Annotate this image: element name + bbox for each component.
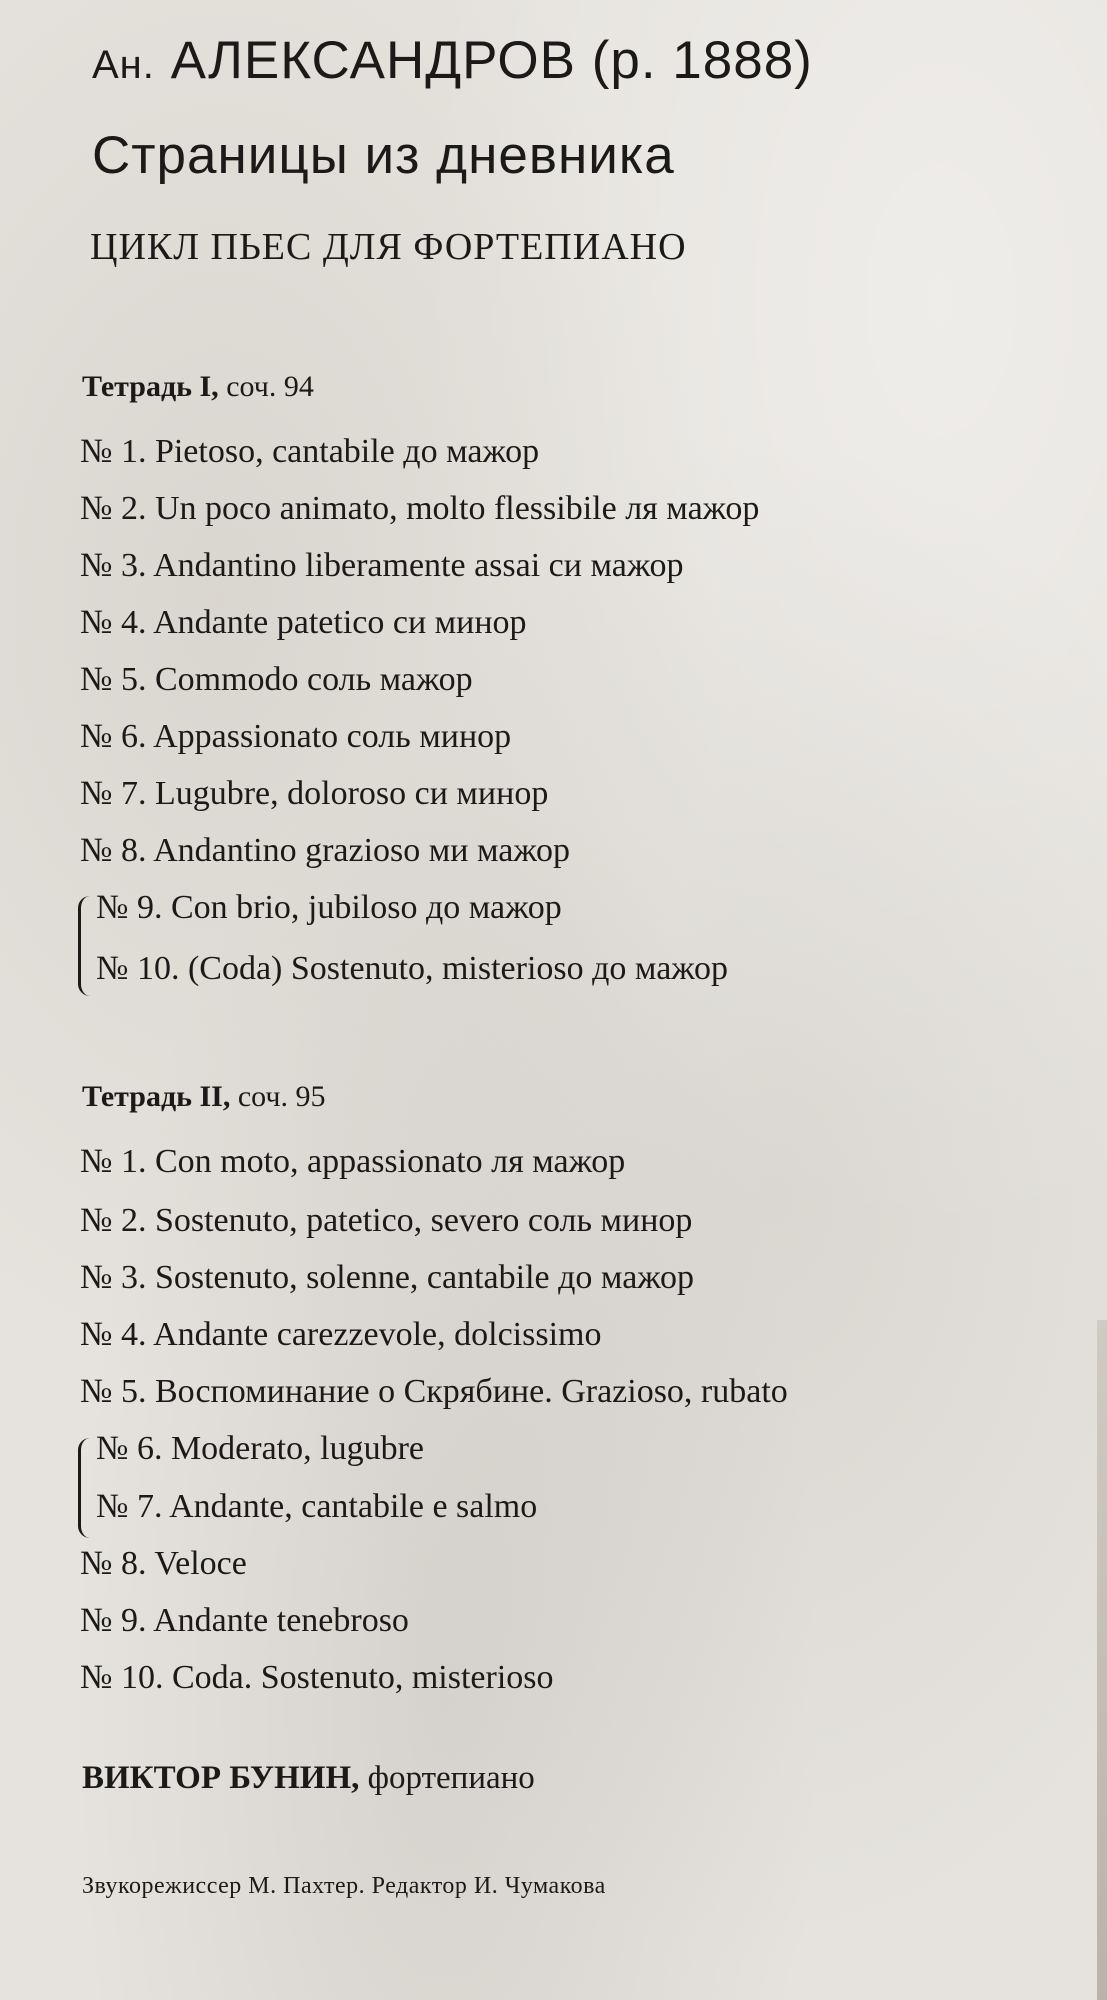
book1-item-4: № 4. Andante patetico си минор bbox=[80, 604, 527, 641]
book1-item-6: № 6. Appassionato соль минор bbox=[80, 718, 512, 755]
work-title: Страницы из дневника bbox=[92, 126, 675, 185]
book2-heading bbox=[82, 1080, 326, 1114]
book1-item-5: № 5. Commodo соль мажор bbox=[80, 661, 473, 698]
book1-item-2: № 2. Un poco animato, molto flessibile ля мажор bbox=[80, 490, 760, 527]
composer-initials: Ан. bbox=[92, 43, 155, 87]
book1-item-3: № 3. Andantino liberamente assai си мажор bbox=[80, 547, 684, 584]
book1-brace bbox=[78, 896, 95, 996]
book2-brace bbox=[78, 1438, 95, 1538]
credits-line: Звукорежиссер М. Пахтер. Редактор И. Чумакова bbox=[82, 1873, 606, 1899]
book1-label: Тетрадь I, bbox=[82, 370, 219, 403]
book2-item-3: № 3. Sostenuto, solenne, cantabile до мажор bbox=[80, 1259, 694, 1296]
performer-instrument: фортепиано bbox=[367, 1760, 535, 1796]
book2-item-10: № 10. Coda. Sostenuto, misterioso bbox=[80, 1659, 554, 1696]
book1-item-8: № 8. Andantino grazioso ми мажор bbox=[80, 832, 571, 869]
book2-item-6: № 6. Moderato, lugubre bbox=[96, 1430, 424, 1467]
composer-years: (р. 1888) bbox=[591, 31, 813, 90]
book2-item-4: № 4. Andante carezzevole, dolcissimo bbox=[80, 1316, 602, 1353]
performer-name: ВИКТОР БУНИН, bbox=[82, 1760, 360, 1796]
composer-name: АЛЕКСАНДРОВ bbox=[170, 31, 576, 90]
work-subtitle: ЦИКЛ ПЬЕС ДЛЯ ФОРТЕПИАНО bbox=[90, 226, 687, 268]
book2-item-2: № 2. Sostenuto, patetico, severo соль минор bbox=[80, 1202, 693, 1239]
book1-item-1: № 1. Pietoso, cantabile до мажор bbox=[80, 433, 540, 470]
book2-label: Тетрадь II, bbox=[82, 1080, 231, 1113]
book2-item-9: № 9. Andante tenebroso bbox=[80, 1602, 409, 1639]
book2-item-1: № 1. Con moto, appassionato ля мажор bbox=[80, 1143, 626, 1180]
book1-item-7: № 7. Lugubre, doloroso си минор bbox=[80, 775, 549, 812]
book2-item-5: № 5. Воспоминание о Скрябине. Grazioso, rubato bbox=[80, 1373, 788, 1410]
sleeve-edge bbox=[1097, 1320, 1107, 2000]
composer-heading bbox=[92, 30, 813, 91]
book1-item-9: № 9. Con brio, jubiloso до мажор bbox=[96, 889, 562, 926]
book2-opus: соч. 95 bbox=[237, 1080, 326, 1113]
book2-item-8: № 8. Veloce bbox=[80, 1545, 247, 1582]
book1-item-10: № 10. (Coda) Sostenuto, misterioso до мажор bbox=[96, 950, 728, 987]
book1-heading bbox=[82, 370, 314, 404]
book2-item-7: № 7. Andante, cantabile e salmo bbox=[96, 1488, 538, 1525]
book1-opus: соч. 94 bbox=[226, 370, 314, 403]
performer-line bbox=[82, 1760, 535, 1797]
